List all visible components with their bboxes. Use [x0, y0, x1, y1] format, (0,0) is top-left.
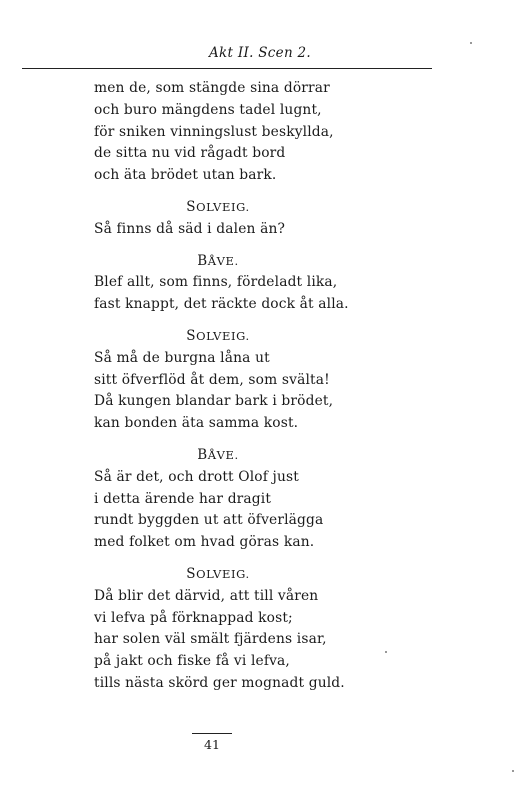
- running-head: Akt II. Scen 2.: [208, 45, 312, 61]
- verse-line: kan bonden äta samma kost.: [94, 415, 299, 432]
- speaker-name: SOLVEIG.: [186, 198, 250, 215]
- verse-line: de sitta nu vid rågadt bord: [94, 145, 286, 162]
- paper-speck: [512, 770, 514, 772]
- verse-line: fast knappt, det räckte dock åt alla.: [94, 296, 349, 313]
- verse-line: Då blir det därvid, att till våren: [94, 587, 319, 604]
- page-number: 41: [204, 737, 220, 752]
- header-rule: [22, 68, 432, 69]
- verse-line: men de, som stängde sina dörrar: [94, 80, 330, 96]
- verse-line: Så må de burgna låna ut: [94, 349, 270, 366]
- verse-line: har solen väl smält fjärdens isar,: [94, 631, 327, 648]
- verse-line: sitt öfverflöd åt dem, som svälta!: [94, 371, 330, 388]
- passage: [94, 197, 394, 241]
- verse-line: i detta ärende har dragit: [94, 490, 272, 507]
- passage: [94, 445, 394, 554]
- speaker-name: BÅVE.: [197, 446, 239, 463]
- verse-line: tills nästa skörd ger mognadt guld.: [94, 674, 345, 691]
- passage: [94, 326, 394, 435]
- speaker-name: SOLVEIG.: [186, 565, 250, 582]
- speaker-name: BÅVE.: [197, 252, 239, 269]
- verse-line: Blef allt, som finns, fördeladt lika,: [94, 274, 338, 291]
- verse-line: vi lefva på förknappad kost;: [94, 609, 293, 626]
- verse-body: [94, 78, 394, 695]
- passage: [94, 78, 394, 187]
- footer-rule: [192, 733, 232, 734]
- verse-line: på jakt och fiske få vi lefva,: [94, 653, 290, 670]
- paper-speck: [385, 651, 387, 653]
- verse-line: med folket om hvad göras kan.: [94, 534, 315, 551]
- verse-line: och buro mängdens tadel lugnt,: [94, 101, 322, 118]
- speaker-name: SOLVEIG.: [186, 327, 250, 344]
- passage: [94, 251, 394, 316]
- verse-line: rundt byggden ut att öfverlägga: [94, 512, 324, 529]
- verse-line: Då kungen blandar bark i brödet,: [94, 393, 334, 410]
- paper-speck: [470, 42, 472, 44]
- verse-line: och äta brödet utan bark.: [94, 167, 277, 184]
- verse-line: Så finns då säd i dalen än?: [94, 220, 286, 237]
- passage: [94, 564, 394, 695]
- verse-line: för sniken vinningslust beskyllda,: [94, 123, 334, 140]
- verse-line: Så är det, och drott Olof just: [94, 468, 299, 485]
